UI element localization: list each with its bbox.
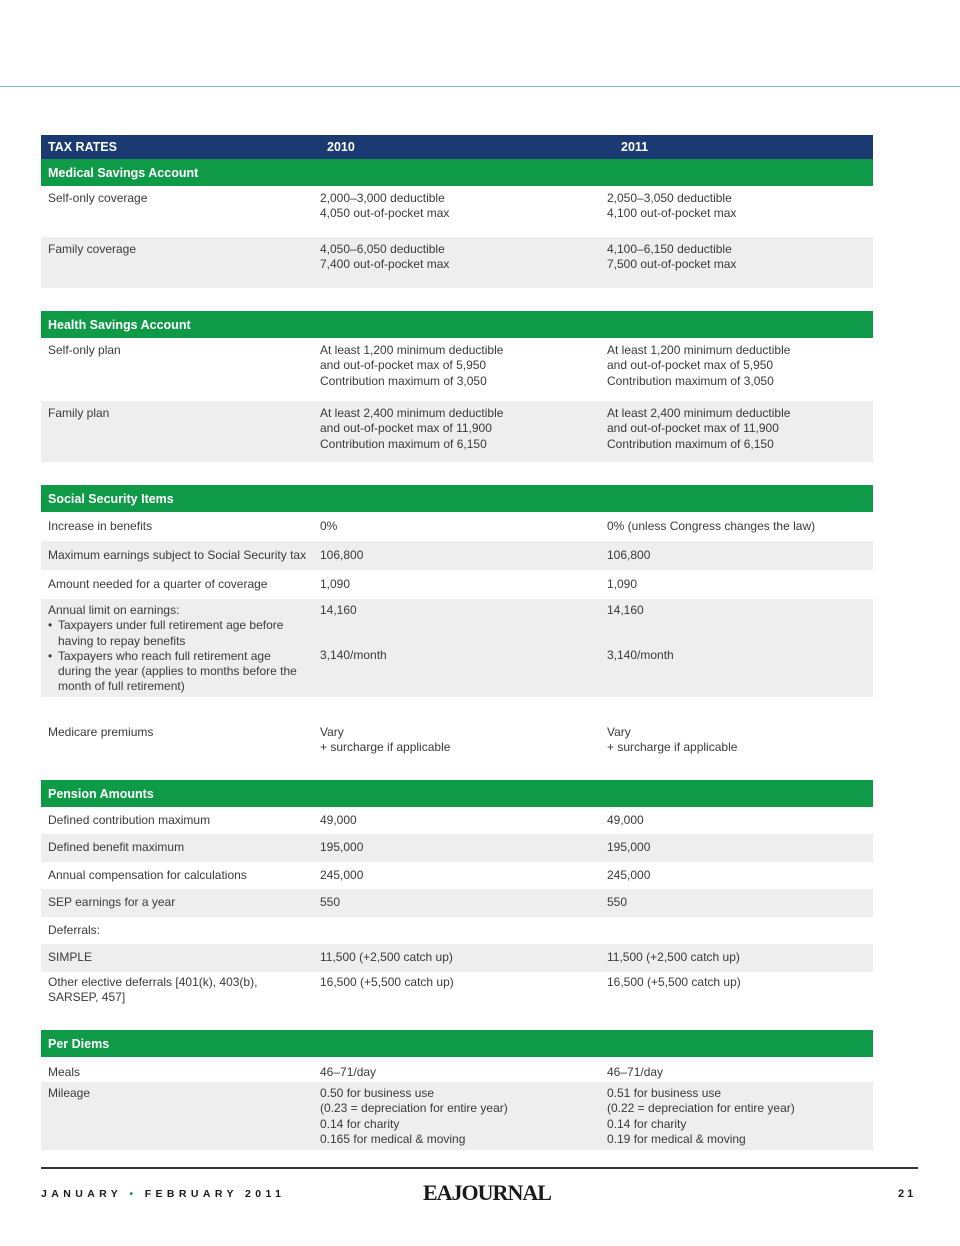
- value-2010: 14,160 3,140/month: [320, 603, 387, 663]
- table-row: [41, 917, 873, 944]
- value-2011: Vary + surcharge if applicable: [607, 725, 738, 755]
- row-label: Amount needed for a quarter of coverage: [48, 576, 268, 591]
- page-number: 21: [898, 1188, 917, 1200]
- value-2011: 0% (unless Congress changes the law): [607, 518, 816, 533]
- row-label: Annual compensation for calculations: [48, 867, 247, 882]
- row-label: Increase in benefits: [48, 518, 153, 533]
- value-2010: 550: [320, 895, 341, 910]
- value-2010: 4,050–6,050 deductible 7,400 out-of-pocket max: [320, 242, 450, 272]
- table-header: [41, 135, 873, 159]
- row-label: Self-only plan: [48, 343, 121, 357]
- table-row: [41, 862, 873, 889]
- value-2010: 16,500 (+5,500 catch up): [320, 975, 454, 989]
- table-row: [41, 807, 873, 834]
- value-2010: Vary + surcharge if applicable: [320, 725, 451, 755]
- table-row: [41, 512, 873, 541]
- section-pension-amounts: Pension Amounts: [41, 780, 873, 807]
- value-2010: At least 1,200 minimum deductible and out-of-pocket max of 5,950 Contribution maximum of 3,050: [320, 343, 504, 388]
- top-divider: [0, 86, 960, 87]
- header-tax-rates: TAX RATES: [48, 140, 117, 154]
- value-2011: 1,090: [607, 576, 638, 591]
- row-label: Deferrals:: [48, 922, 101, 937]
- section-medical-savings-account: Medical Savings Account: [41, 159, 873, 186]
- value-2011: 16,500 (+5,500 catch up): [607, 975, 741, 989]
- row-label: Family plan: [48, 406, 110, 420]
- table-row: [41, 944, 873, 972]
- section-health-savings-account: Health Savings Account: [41, 311, 873, 338]
- row-label: Defined contribution maximum: [48, 812, 211, 827]
- value-2011: At least 1,200 minimum deductible and out-of-pocket max of 5,950 Contribution maximum of 3,050: [607, 343, 791, 388]
- bullet-icon: •: [129, 1188, 138, 1200]
- table-row: [41, 541, 873, 570]
- row-label: [41, 603, 313, 697]
- tax-rates-table: [41, 135, 873, 1150]
- value-2011: 0.51 for business use (0.22 = depreciation for entire year) 0.14 for charity 0.19 for medical & moving: [607, 1086, 795, 1146]
- table-row: [41, 1057, 873, 1080]
- value-2011: 550: [607, 895, 628, 910]
- value-2011: 2,050–3,050 deductible 4,100 out-of-pocket max: [607, 191, 737, 221]
- value-2010: At least 2,400 minimum deductible and out-of-pocket max of 11,900 Contribution maximum of 6,150: [320, 406, 504, 451]
- value-2010: 0.50 for business use (0.23 = depreciation for entire year) 0.14 for charity 0.165 for medical & moving: [320, 1086, 508, 1146]
- row-label: Family coverage: [48, 242, 137, 256]
- table-row: [41, 570, 873, 599]
- row-label: Maximum earnings subject to Social Security tax: [48, 547, 307, 562]
- issue-date: JANUARY • FEBRUARY 2011: [41, 1188, 286, 1200]
- table-row: [41, 972, 873, 1030]
- annual-limit-label: Annual limit on earnings:: [48, 603, 180, 617]
- value-2010: 245,000: [320, 867, 364, 882]
- row-label: Medicare premiums: [48, 725, 154, 739]
- row-label: Mileage: [48, 1086, 91, 1100]
- header-2010: 2010: [327, 140, 355, 154]
- section-per-diems: Per Diems: [41, 1030, 873, 1057]
- bullet-reach-age: • Taxpayers who reach full retirement age during the year (applies to months before the month of full retirement): [48, 648, 297, 694]
- value-2011: 245,000: [607, 867, 651, 882]
- footer-rule: [41, 1167, 918, 1169]
- value-2010: 11,500 (+2,500 catch up): [320, 950, 453, 965]
- value-2010: 0%: [320, 518, 338, 533]
- value-2011: 4,100–6,150 deductible 7,500 out-of-pocket max: [607, 242, 737, 272]
- value-2011: 106,800: [607, 547, 651, 562]
- table-row: [41, 237, 873, 288]
- value-2011: 11,500 (+2,500 catch up): [607, 950, 740, 965]
- header-2011: 2011: [621, 140, 649, 154]
- value-2010: 2,000–3,000 deductible 4,050 out-of-pocket max: [320, 191, 450, 221]
- value-2011: 49,000: [607, 812, 644, 827]
- bullet-icon: •: [48, 618, 53, 633]
- row-label: Self-only coverage: [48, 191, 148, 205]
- table-row: [41, 834, 873, 862]
- section-social-security-items: Social Security Items: [41, 485, 873, 512]
- table-row-annual-limit: [41, 599, 873, 697]
- row-label: SIMPLE: [48, 950, 93, 965]
- value-2010: 1,090: [320, 576, 351, 591]
- value-2011: At least 2,400 minimum deductible and out-of-pocket max of 11,900 Contribution maximum of 6,150: [607, 406, 791, 451]
- table-row: [41, 889, 873, 917]
- ea-journal-logo: EAJOURNAL: [423, 1180, 551, 1205]
- table-row: [41, 697, 873, 780]
- value-2010: 46–71/day: [320, 1064, 377, 1079]
- table-row: [41, 338, 873, 401]
- row-label: Meals: [48, 1064, 81, 1079]
- value-2011: 46–71/day: [607, 1064, 664, 1079]
- value-2011: 195,000: [607, 840, 651, 855]
- row-label: Other elective deferrals [401(k), 403(b), SARSEP, 457]: [48, 975, 258, 1005]
- value-2010: 195,000: [320, 840, 364, 855]
- row-label: SEP earnings for a year: [48, 895, 176, 910]
- row-label: Defined benefit maximum: [48, 840, 185, 855]
- bullet-under-age: • Taxpayers under full retirement age before having to repay benefits: [48, 618, 284, 648]
- table-row: [41, 1082, 873, 1150]
- value-2010: 49,000: [320, 812, 357, 827]
- value-2011: 14,160 3,140/month: [607, 603, 674, 663]
- table-row: [41, 401, 873, 462]
- table-row: [41, 186, 873, 237]
- value-2010: 106,800: [320, 547, 364, 562]
- bullet-icon: •: [48, 648, 53, 663]
